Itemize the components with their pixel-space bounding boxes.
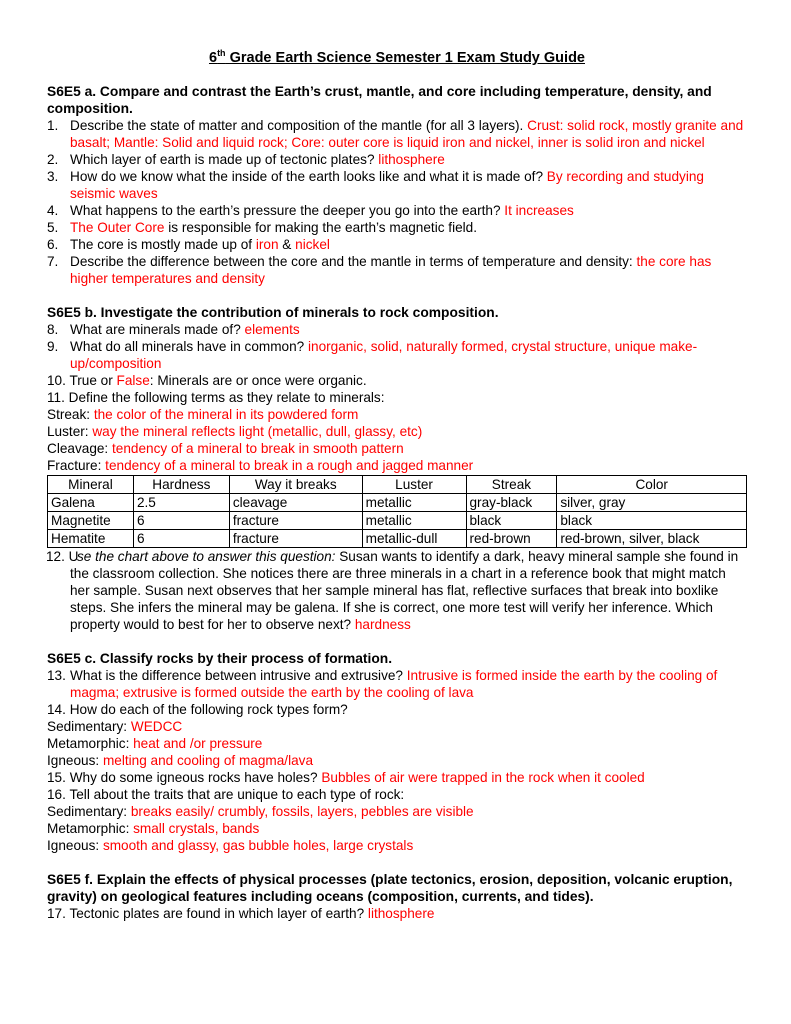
question-14: 14. How do each of the following rock types form? [47,701,348,717]
answer-1: Crust: solid rock, mostly granite and basalt; Mantle: Solid and liquid rock; Core: outer core is liquid iron and nickel, inner is solid iron and nickel [70,117,744,150]
table-header-cell: Mineral [48,475,134,493]
form-sedimentary: Sedimentary: WEDCC [47,718,183,734]
table-cell: silver, gray [557,493,747,511]
answer-8: elements [244,321,300,337]
table-cell: fracture [229,511,362,529]
question-10: 10. True or False: Minerals are or once were organic. [47,372,367,388]
trait-metamorphic: Metamorphic: small crystals, bands [47,820,260,836]
question-1: 1. Describe the state of matter and composition of the mantle (for all 3 layers). Crust: solid rock, mostly granite and basalt; Mantle: Solid and liquid rock; Core: outer core is liquid iron and nickel, inner is solid iron and nickel [47,117,744,150]
mineral-table [47,475,747,548]
table-header-row [48,475,747,493]
section-a-heading: S6E5 a. Compare and contrast the Earth’s crust, mantle, and core including temperature, density, and composition. [47,83,712,116]
table-cell: 6 [133,511,229,529]
question-5: 5. The Outer Core is responsible for making the earth’s magnetic field. [47,219,478,235]
answer-9: inorganic, solid, naturally formed, crystal structure, unique make-up/composition [70,338,698,371]
question-4: 4. What happens to the earth’s pressure the deeper you go into the earth? It increases [47,202,574,218]
table-cell: red-brown [466,529,557,547]
table-cell: 6 [133,529,229,547]
table-cell: 2.5 [133,493,229,511]
question-2: 2. Which layer of earth is made up of tectonic plates? lithosphere [47,151,445,167]
question-11: 11. Define the following terms as they relate to minerals: [47,389,385,405]
term-cleavage: Cleavage: tendency of a mineral to break in smooth pattern [47,440,404,456]
question-6: 6. The core is mostly made up of iron & nickel [47,236,330,252]
answer-12: hardness [354,616,411,632]
table-cell: cleavage [229,493,362,511]
table-cell: Magnetite [48,511,134,529]
answer-7: the core has higher temperatures and density [70,253,712,286]
question-13: 13. What is the difference between intrusive and extrusive? Intrusive is formed inside the earth by the cooling of magma; extrusive is formed outside the earth by the cooling of lava [47,667,718,700]
table-cell: black [466,511,557,529]
term-luster: Luster: way the mineral reflects light (metallic, dull, glassy, etc) [47,423,423,439]
answer-10: False [116,372,150,388]
answer-6b: nickel [295,236,330,252]
answer-5: The Outer Core [70,219,165,235]
answer-17: lithosphere [367,905,435,921]
table-header-cell: Hardness [133,475,229,493]
table-row [48,493,747,511]
question-17: 17. Tectonic plates are found in which layer of earth? lithosphere [47,905,435,921]
table-cell: Hematite [48,529,134,547]
answer-6a: iron [255,236,279,252]
question-15: 15. Why do some igneous rocks have holes? Bubbles of air were trapped in the rock when it cooled [47,769,645,785]
question-8: 8. What are minerals made of? elements [47,321,300,337]
form-metamorphic: Metamorphic: heat and /or pressure [47,735,263,751]
table-cell: metallic-dull [362,529,466,547]
study-guide-page [47,44,747,922]
section-b-heading: S6E5 b. Investigate the contribution of minerals to rock composition. [47,304,499,320]
question-9: 9. What do all minerals have in common? inorganic, solid, naturally formed, crystal structure, unique make-up/composition [47,338,698,371]
section-c-heading: S6E5 c. Classify rocks by their process of formation. [47,650,393,666]
table-header-cell: Streak [466,475,557,493]
table-cell: gray-black [466,493,557,511]
answer-3: By recording and studying seismic waves [70,168,704,201]
page-title: 6th Grade Earth Science Semester 1 Exam Study Guide [208,48,585,66]
table-cell: metallic [362,493,466,511]
table-header-cell: Way it breaks [229,475,362,493]
table-cell: Galena [48,493,134,511]
table-header-cell: Color [557,475,747,493]
table-row [48,511,747,529]
question-12: 12. U se the chart above to answer this question: Susan wants to identify a dark, heavy mineral sample she found in the classroom collection. She notices there are three minerals in a chart in a reference book that might match her sample. Susan next observes that her sample mineral has flat, reflective surfaces that break into boxlike steps. She infers the mineral may be galena. If she is correct, one more test will verify her inference. Which property would to best for her to observe next? hardness [46,548,739,632]
table-cell: red-brown, silver, black [557,529,747,547]
form-igneous: Igneous: melting and cooling of magma/lava [47,752,314,768]
term-fracture: Fracture: tendency of a mineral to break in a rough and jagged manner [47,457,474,473]
answer-15: Bubbles of air were trapped in the rock when it cooled [321,769,645,785]
question-3: 3. How do we know what the inside of the earth looks like and what it is made of? By recording and studying seismic waves [47,168,704,201]
section-f-heading: S6E5 f. Explain the effects of physical processes (plate tectonics, erosion, deposition, volcanic eruption, gravity) on geological features including oceans (composition, currents, and tides). [47,871,733,904]
term-streak: Streak: the color of the mineral in its powdered form [47,406,359,422]
trait-igneous: Igneous: smooth and glassy, gas bubble holes, large crystals [47,837,414,853]
question-16: 16. Tell about the traits that are unique to each type of rock: [47,786,405,802]
table-cell: black [557,511,747,529]
trait-sedimentary: Sedimentary: breaks easily/ crumbly, fossils, layers, pebbles are visible [47,803,474,819]
table-cell: fracture [229,529,362,547]
answer-4: It increases [504,202,574,218]
table-header-cell: Luster [362,475,466,493]
table-row [48,529,747,547]
answer-2: lithosphere [378,151,445,167]
question-7: 7. Describe the difference between the core and the mantle in terms of temperature and density: the core has higher temperatures and density [47,253,712,286]
answer-13: Intrusive is formed inside the earth by the cooling of magma; extrusive is formed outside the earth by the cooling of lava [70,667,718,700]
table-cell: metallic [362,511,466,529]
